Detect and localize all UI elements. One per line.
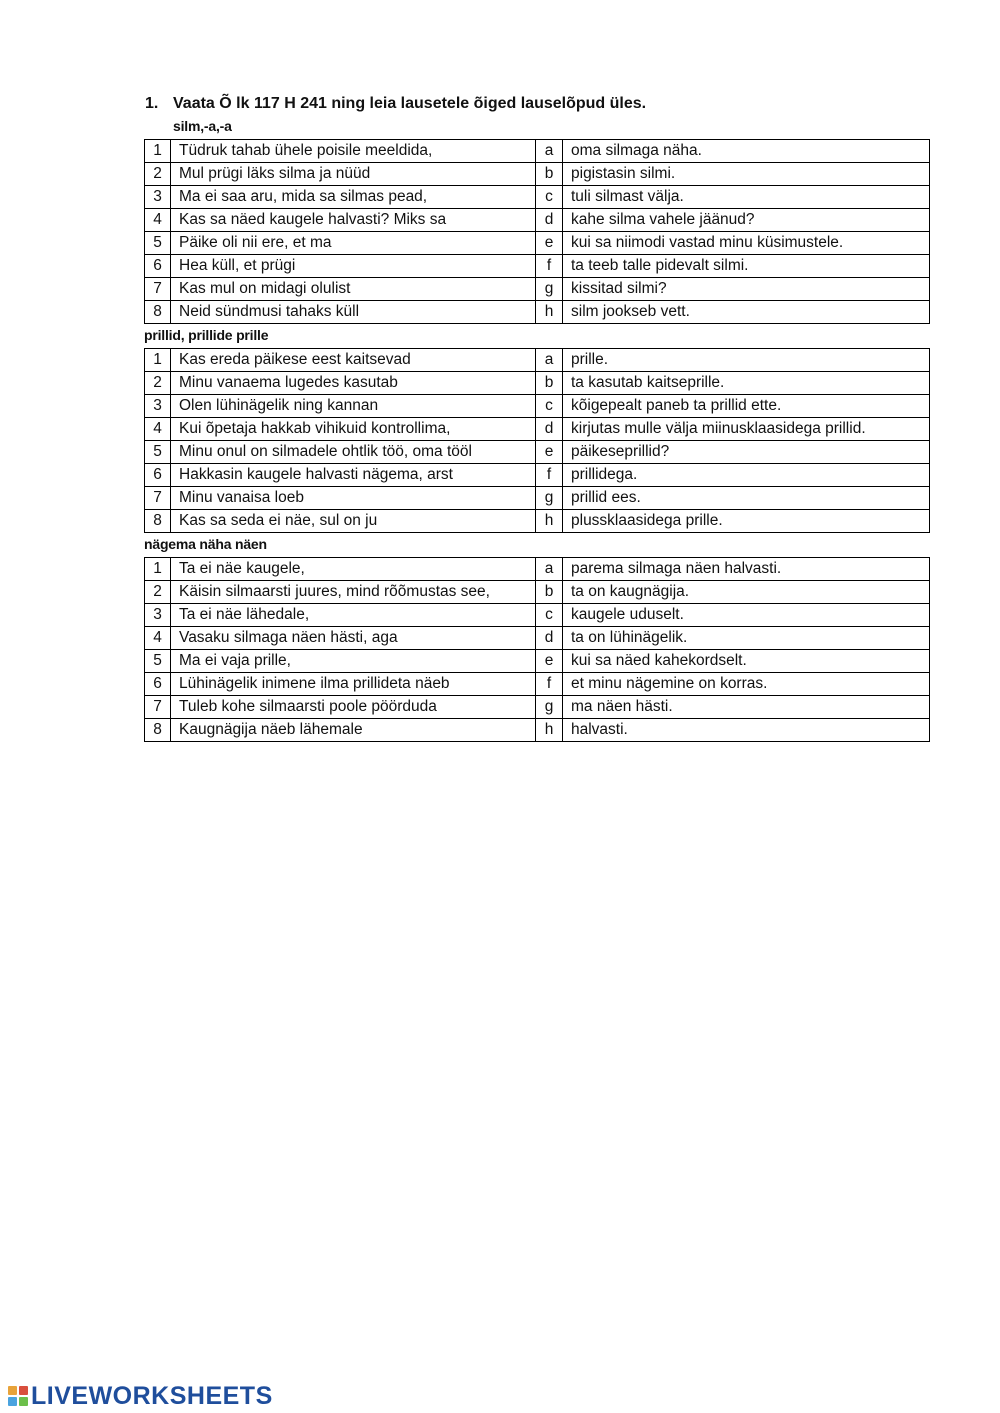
matching-table xyxy=(144,139,930,324)
sentence-ending: prille. xyxy=(563,349,930,372)
section-heading: silm,-a,-a xyxy=(173,118,232,134)
liveworksheets-logo xyxy=(8,1383,273,1409)
logo-block xyxy=(19,1397,28,1406)
table-row xyxy=(145,650,930,673)
table-row xyxy=(145,163,930,186)
sentence-ending: pigistasin silmi. xyxy=(563,163,930,186)
table-row xyxy=(145,464,930,487)
row-number: 2 xyxy=(145,372,171,395)
table-row xyxy=(145,510,930,533)
row-number: 6 xyxy=(145,464,171,487)
sentence-start: Vasaku silmaga näen hästi, aga xyxy=(171,627,536,650)
table-row xyxy=(145,278,930,301)
row-number: 7 xyxy=(145,696,171,719)
sentence-start: Kas sa näed kaugele halvasti? Miks sa xyxy=(171,209,536,232)
table-row xyxy=(145,696,930,719)
sentence-ending: kirjutas mulle välja miinusklaasidega prillid. xyxy=(563,418,930,441)
sentence-start: Ta ei näe lähedale, xyxy=(171,604,536,627)
table-row xyxy=(145,581,930,604)
sentence-ending: et minu nägemine on korras. xyxy=(563,673,930,696)
row-number: 5 xyxy=(145,650,171,673)
sentence-ending: ta on lühinägelik. xyxy=(563,627,930,650)
table-row xyxy=(145,673,930,696)
sentence-ending: päikeseprillid? xyxy=(563,441,930,464)
row-number: 3 xyxy=(145,604,171,627)
exercise-instruction: Vaata Õ lk 117 H 241 ning leia lausetele õiged lauselõpud üles. xyxy=(173,95,647,112)
sentence-start: Kas mul on midagi olulist xyxy=(171,278,536,301)
section-heading: nägema näha näen xyxy=(144,536,267,552)
row-number: 8 xyxy=(145,301,171,324)
exercise-title xyxy=(145,95,646,113)
sentence-ending: kui sa niimodi vastad minu küsimustele. xyxy=(563,232,930,255)
table-row xyxy=(145,349,930,372)
sentence-start: Minu onul on silmadele ohtlik töö, oma tööl xyxy=(171,441,536,464)
table-row xyxy=(145,487,930,510)
table-row xyxy=(145,232,930,255)
ending-letter: e xyxy=(536,441,563,464)
sentence-start: Kas ereda päikese eest kaitsevad xyxy=(171,349,536,372)
row-number: 7 xyxy=(145,278,171,301)
row-number: 1 xyxy=(145,349,171,372)
sentence-ending: kõigepealt paneb ta prillid ette. xyxy=(563,395,930,418)
sentence-start: Mul prügi läks silma ja nüüd xyxy=(171,163,536,186)
sentence-start: Ma ei saa aru, mida sa silmas pead, xyxy=(171,186,536,209)
sentence-start: Kaugnägija näeb lähemale xyxy=(171,719,536,742)
row-number: 5 xyxy=(145,441,171,464)
logo-block xyxy=(19,1386,28,1395)
row-number: 6 xyxy=(145,673,171,696)
logo-block xyxy=(8,1397,17,1406)
ending-letter: f xyxy=(536,673,563,696)
table-row xyxy=(145,255,930,278)
row-number: 3 xyxy=(145,186,171,209)
table-row xyxy=(145,186,930,209)
sentence-start: Tüdruk tahab ühele poisile meeldida, xyxy=(171,140,536,163)
sentence-start: Kas sa seda ei näe, sul on ju xyxy=(171,510,536,533)
sentence-start: Kui õpetaja hakkab vihikuid kontrollima, xyxy=(171,418,536,441)
row-number: 5 xyxy=(145,232,171,255)
row-number: 6 xyxy=(145,255,171,278)
section-heading: prillid, prillide prille xyxy=(144,327,269,343)
table-row xyxy=(145,604,930,627)
sentence-start: Neid sündmusi tahaks küll xyxy=(171,301,536,324)
row-number: 8 xyxy=(145,510,171,533)
sentence-start: Ma ei vaja prille, xyxy=(171,650,536,673)
ending-letter: f xyxy=(536,255,563,278)
row-number: 4 xyxy=(145,627,171,650)
sentence-start: Hakkasin kaugele halvasti nägema, arst xyxy=(171,464,536,487)
table-row xyxy=(145,418,930,441)
ending-letter: c xyxy=(536,186,563,209)
sentence-start: Tuleb kohe silmaarsti poole pöörduda xyxy=(171,696,536,719)
logo-block xyxy=(8,1386,17,1395)
ending-letter: h xyxy=(536,719,563,742)
ending-letter: a xyxy=(536,558,563,581)
ending-letter: b xyxy=(536,581,563,604)
ending-letter: h xyxy=(536,301,563,324)
sentence-ending: prillidega. xyxy=(563,464,930,487)
ending-letter: g xyxy=(536,278,563,301)
row-number: 8 xyxy=(145,719,171,742)
sentence-ending: kahe silma vahele jäänud? xyxy=(563,209,930,232)
table-row xyxy=(145,395,930,418)
table-row xyxy=(145,719,930,742)
row-number: 7 xyxy=(145,487,171,510)
ending-letter: a xyxy=(536,349,563,372)
ending-letter: b xyxy=(536,163,563,186)
sentence-ending: ta teeb talle pidevalt silmi. xyxy=(563,255,930,278)
row-number: 1 xyxy=(145,140,171,163)
table-row xyxy=(145,372,930,395)
ending-letter: h xyxy=(536,510,563,533)
table-row xyxy=(145,627,930,650)
sentence-start: Päike oli nii ere, et ma xyxy=(171,232,536,255)
sentence-ending: silm jookseb vett. xyxy=(563,301,930,324)
sentence-start: Hea küll, et prügi xyxy=(171,255,536,278)
ending-letter: d xyxy=(536,209,563,232)
sentence-ending: halvasti. xyxy=(563,719,930,742)
ending-letter: d xyxy=(536,627,563,650)
matching-table xyxy=(144,557,930,742)
table-row xyxy=(145,209,930,232)
sentence-ending: kaugele uduselt. xyxy=(563,604,930,627)
sentence-ending: ta on kaugnägija. xyxy=(563,581,930,604)
ending-letter: e xyxy=(536,232,563,255)
ending-letter: e xyxy=(536,650,563,673)
table-row xyxy=(145,558,930,581)
exercise-number: 1. xyxy=(145,95,159,112)
sentence-ending: ma näen hästi. xyxy=(563,696,930,719)
ending-letter: b xyxy=(536,372,563,395)
table-row xyxy=(145,441,930,464)
sentence-ending: parema silmaga näen halvasti. xyxy=(563,558,930,581)
ending-letter: g xyxy=(536,696,563,719)
sentence-start: Lühinägelik inimene ilma prillideta näeb xyxy=(171,673,536,696)
row-number: 1 xyxy=(145,558,171,581)
ending-letter: c xyxy=(536,604,563,627)
table-row xyxy=(145,301,930,324)
sentence-start: Minu vanaisa loeb xyxy=(171,487,536,510)
ending-letter: f xyxy=(536,464,563,487)
matching-table xyxy=(144,348,930,533)
logo-blocks-icon xyxy=(8,1386,28,1406)
sentence-ending: kissitad silmi? xyxy=(563,278,930,301)
sentence-ending: prillid ees. xyxy=(563,487,930,510)
ending-letter: a xyxy=(536,140,563,163)
row-number: 3 xyxy=(145,395,171,418)
sentence-start: Ta ei näe kaugele, xyxy=(171,558,536,581)
sentence-ending: ta kasutab kaitseprille. xyxy=(563,372,930,395)
ending-letter: c xyxy=(536,395,563,418)
sentence-ending: oma silmaga näha. xyxy=(563,140,930,163)
sentence-start: Minu vanaema lugedes kasutab xyxy=(171,372,536,395)
ending-letter: g xyxy=(536,487,563,510)
ending-letter: d xyxy=(536,418,563,441)
row-number: 2 xyxy=(145,163,171,186)
sentence-ending: tuli silmast välja. xyxy=(563,186,930,209)
row-number: 4 xyxy=(145,418,171,441)
sentence-start: Käisin silmaarsti juures, mind rõõmustas see, xyxy=(171,581,536,604)
sentence-ending: kui sa näed kahekordselt. xyxy=(563,650,930,673)
row-number: 4 xyxy=(145,209,171,232)
table-row xyxy=(145,140,930,163)
sentence-start: Olen lühinägelik ning kannan xyxy=(171,395,536,418)
row-number: 2 xyxy=(145,581,171,604)
sentence-ending: plussklaasidega prille. xyxy=(563,510,930,533)
logo-text: LIVEWORKSHEETS xyxy=(31,1381,273,1410)
